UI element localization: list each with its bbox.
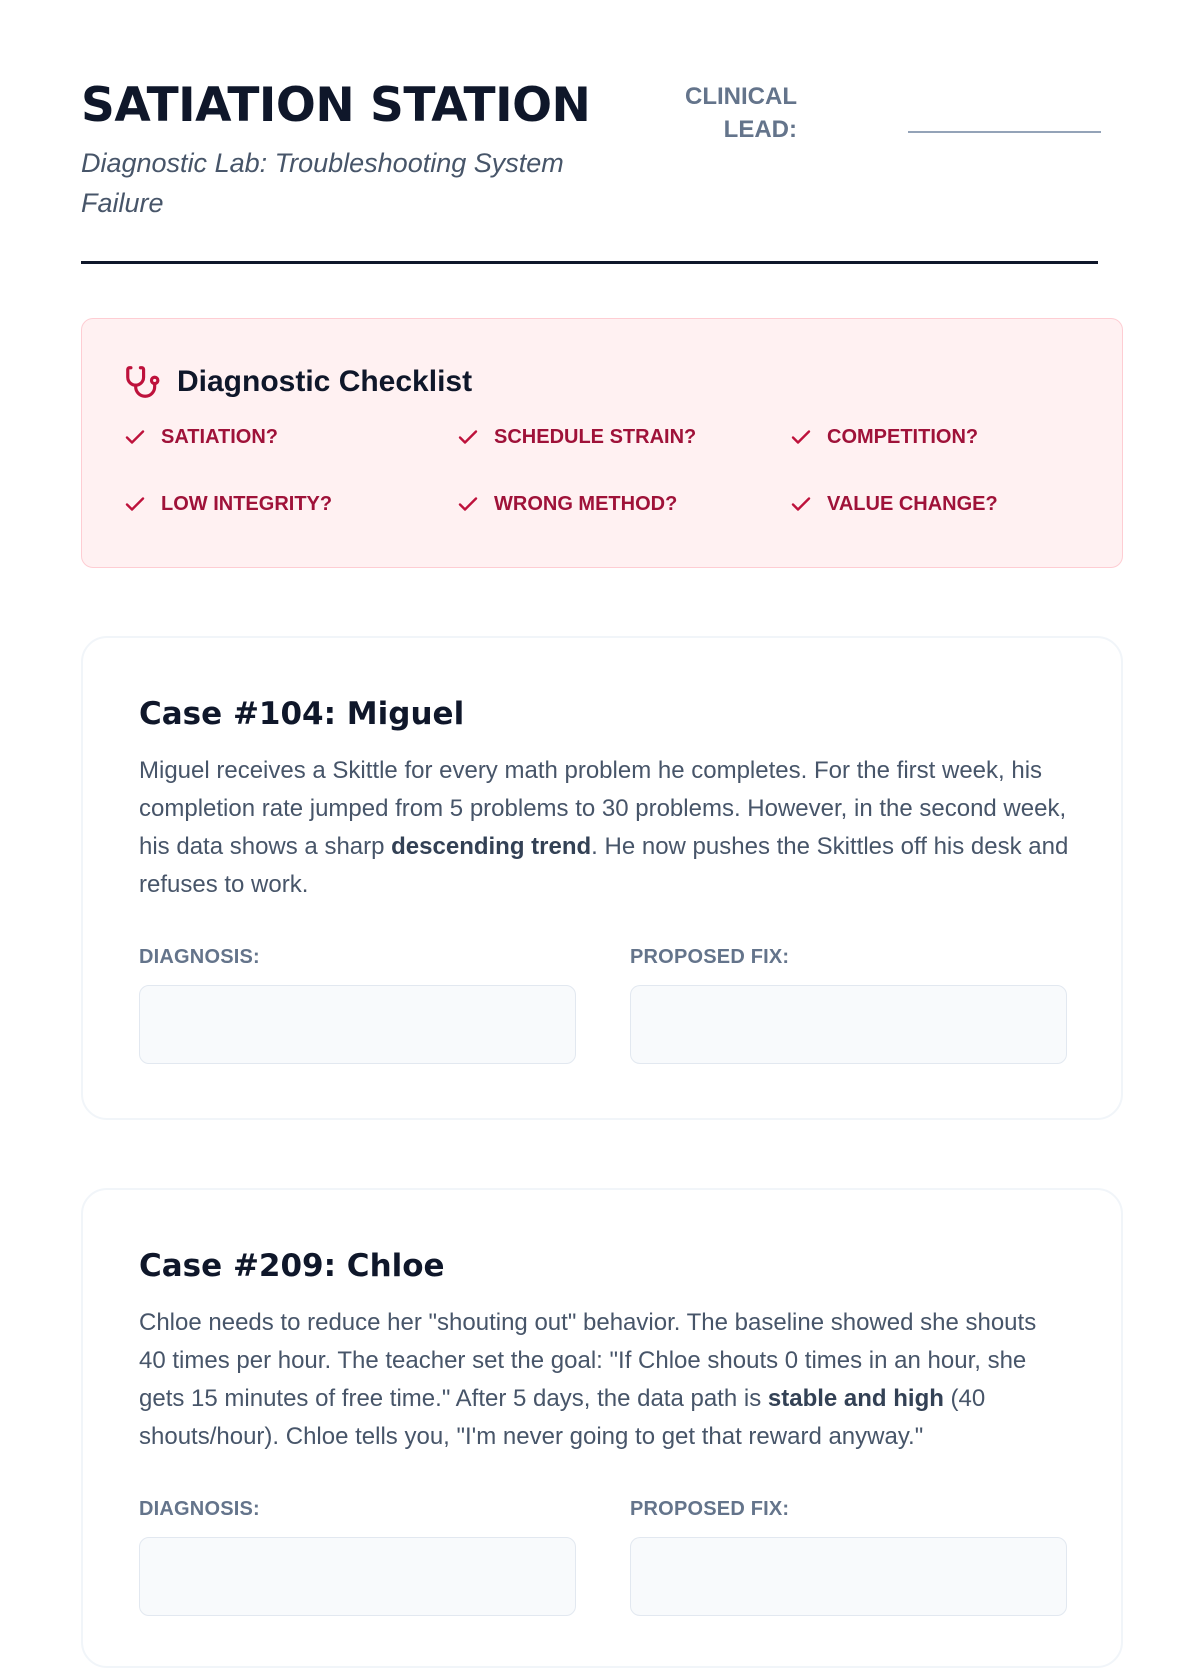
checklist-item-label: LOW INTEGRITY? [161, 492, 333, 515]
case-description [139, 1304, 1069, 1456]
clinical-lead-field[interactable] [685, 80, 1101, 144]
checkmark-icon [123, 425, 147, 449]
case-title: Case #209: Chloe [139, 1248, 445, 1284]
case-text: Miguel receives a Skittle for every math problem he completes. For the first week, his completion rate jumped from 5 problems to 30 problems. However, in the second week, his data shows a sharp [139, 757, 1067, 860]
stethoscope-icon [123, 363, 161, 401]
page-title: SATIATION STATION [81, 78, 591, 133]
checklist-item-value-change [789, 492, 998, 516]
checklist-item-label: WRONG METHOD? [494, 492, 678, 515]
worksheet-header [81, 0, 1098, 264]
proposed-fix-label: PROPOSED FIX: [630, 1498, 790, 1520]
checklist-item-satiation [123, 425, 278, 449]
checkmark-icon [123, 492, 147, 516]
proposed-fix-label: PROPOSED FIX: [630, 946, 790, 968]
case-text: (40 shouts/hour). Chloe tells you, "I'm never going to get that reward anyway." [139, 1385, 986, 1450]
checklist-title: Diagnostic Checklist [177, 365, 473, 398]
checklist-item-label: SATIATION? [161, 425, 279, 448]
diagnosis-label: DIAGNOSIS: [139, 1498, 260, 1520]
case-description [139, 752, 1069, 904]
checklist-item-label: VALUE CHANGE? [827, 492, 998, 515]
checklist-item-wrong-method [456, 492, 677, 516]
checklist-item-label: SCHEDULE STRAIN? [494, 425, 697, 448]
case-card-209 [81, 1188, 1123, 1668]
case-text: . He now pushes the Skittles off his desk and refuses to work. [139, 833, 1069, 898]
case-emphasis: stable and high [767, 1385, 944, 1412]
checklist-item-competition [789, 425, 978, 449]
proposed-fix-input-box[interactable] [630, 985, 1067, 1064]
diagnostic-checklist [81, 318, 1123, 568]
checklist-item-label: COMPETITION? [827, 425, 979, 448]
checklist-item-schedule-strain [456, 425, 696, 449]
checkmark-icon [456, 492, 480, 516]
checkmark-icon [456, 425, 480, 449]
clinical-lead-write-line[interactable] [908, 131, 1101, 133]
checklist-item-low-integrity [123, 492, 332, 516]
diagnosis-input-box[interactable] [139, 985, 576, 1064]
checkmark-icon [789, 425, 813, 449]
case-emphasis: descending trend [391, 833, 592, 860]
diagnosis-input-box[interactable] [139, 1537, 576, 1616]
clinical-lead-label: CLINICAL LEAD: [685, 83, 797, 143]
case-card-104 [81, 636, 1123, 1120]
case-text: Chloe needs to reduce her "shouting out" behavior. The baseline showed she shouts 40 times per hour. The teacher set the goal: "If Chloe shouts 0 times in an hour, she gets 15 minutes of free time." After 5 days, the data path is [139, 1309, 1037, 1412]
diagnosis-label: DIAGNOSIS: [139, 946, 260, 968]
case-title: Case #104: Miguel [139, 696, 465, 732]
proposed-fix-input-box[interactable] [630, 1537, 1067, 1616]
page-subtitle: Diagnostic Lab: Troubleshooting System Failure [81, 148, 564, 218]
checklist-header [123, 363, 472, 401]
checkmark-icon [789, 492, 813, 516]
